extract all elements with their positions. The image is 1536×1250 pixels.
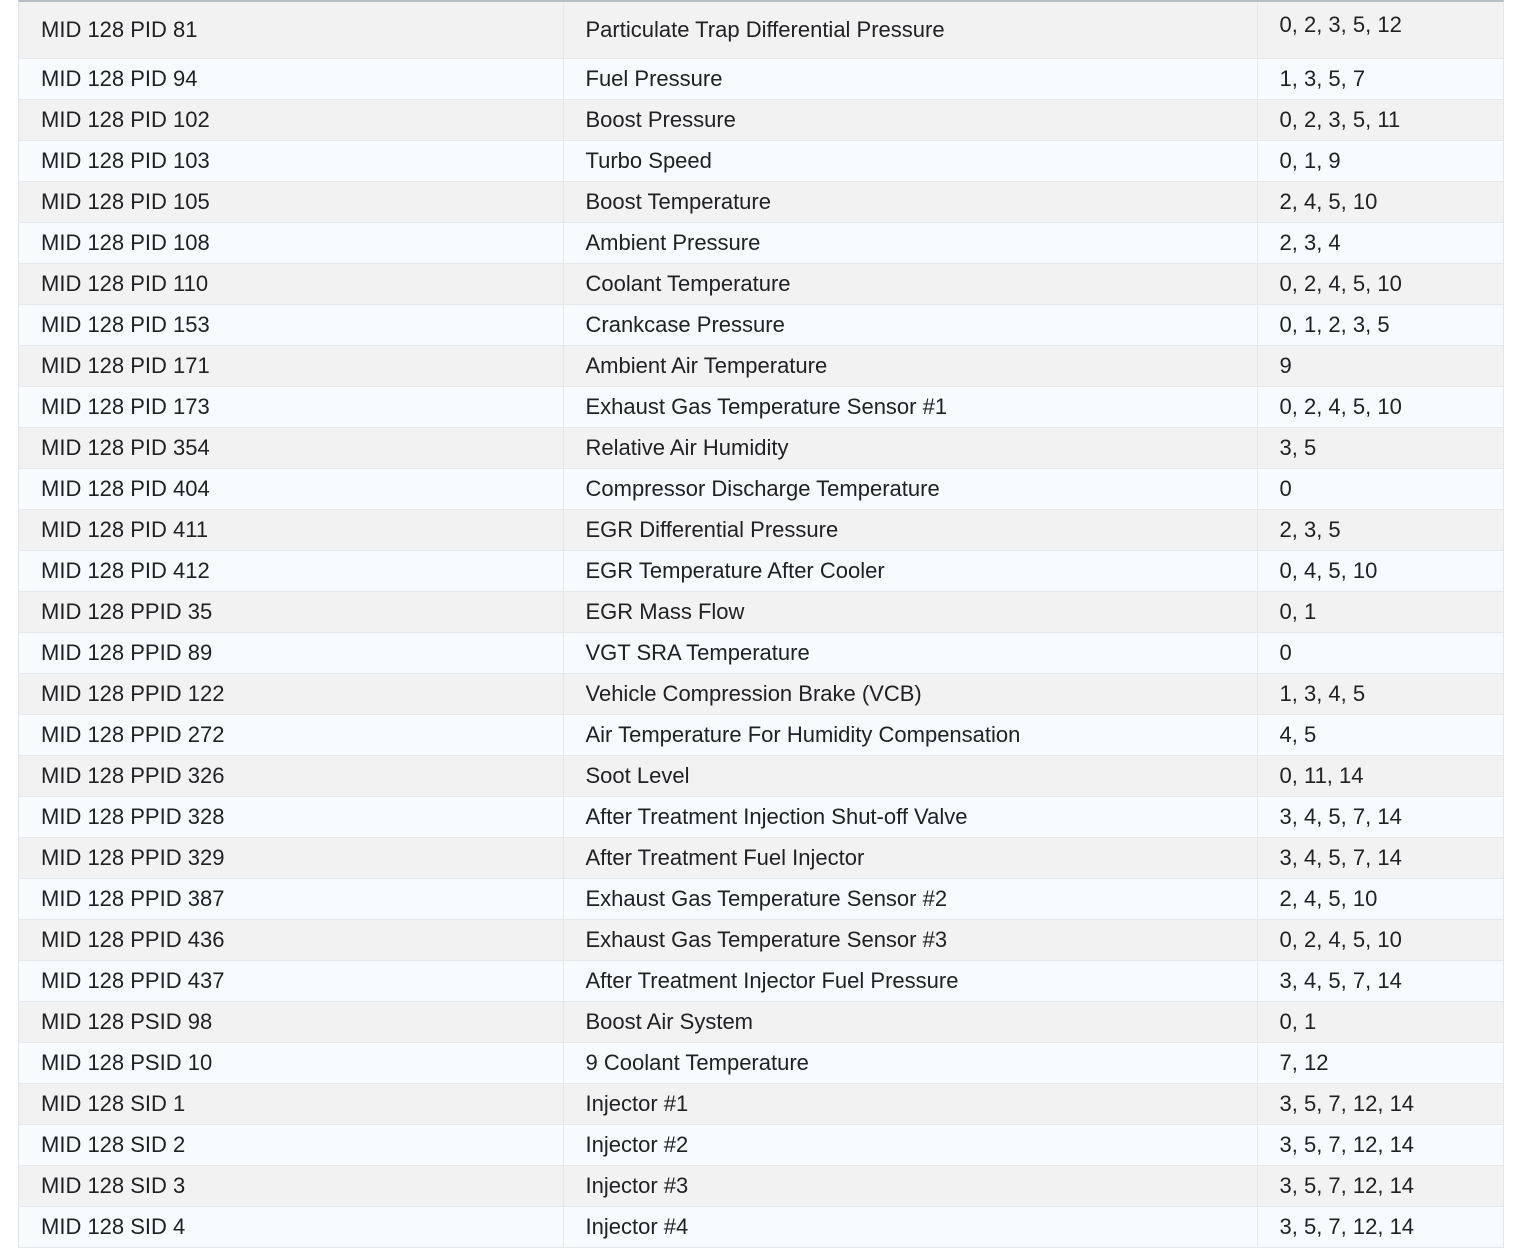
table-row: [19, 386, 1503, 427]
code-cell: MID 128 PID 81: [19, 2, 563, 58]
code-cell: MID 128 PPID 35: [19, 591, 563, 632]
fmi-cell: 3, 4, 5, 7, 14: [1257, 796, 1503, 837]
code-cell: MID 128 PID 110: [19, 263, 563, 304]
code-cell: MID 128 PPID 326: [19, 755, 563, 796]
table-row: [19, 632, 1503, 673]
table-row: [19, 509, 1503, 550]
code-cell: MID 128 PPID 387: [19, 878, 563, 919]
fmi-cell: 7, 12: [1257, 1042, 1503, 1083]
table-row: [19, 1206, 1503, 1247]
code-cell: MID 128 PID 153: [19, 304, 563, 345]
code-cell: MID 128 PID 102: [19, 99, 563, 140]
description-cell: EGR Temperature After Cooler: [563, 550, 1257, 591]
fmi-cell: 3, 5, 7, 12, 14: [1257, 1165, 1503, 1206]
fmi-cell: 0, 1, 2, 3, 5: [1257, 304, 1503, 345]
code-cell: MID 128 PPID 89: [19, 632, 563, 673]
fmi-cell: 0, 1: [1257, 1001, 1503, 1042]
table-row: [19, 714, 1503, 755]
fmi-cell: 0, 4, 5, 10: [1257, 550, 1503, 591]
code-cell: MID 128 PID 94: [19, 58, 563, 99]
description-cell: VGT SRA Temperature: [563, 632, 1257, 673]
code-cell: MID 128 PID 412: [19, 550, 563, 591]
table-row: [19, 1042, 1503, 1083]
fmi-cell: 4, 5: [1257, 714, 1503, 755]
code-cell: MID 128 SID 4: [19, 1206, 563, 1247]
table-row: [19, 58, 1503, 99]
table-row: [19, 1124, 1503, 1165]
code-cell: MID 128 PPID 329: [19, 837, 563, 878]
code-cell: MID 128 PPID 272: [19, 714, 563, 755]
description-cell: After Treatment Injection Shut-off Valve: [563, 796, 1257, 837]
table-row: [19, 468, 1503, 509]
fmi-cell: 3, 5, 7, 12, 14: [1257, 1206, 1503, 1247]
fmi-cell: 2, 3, 5: [1257, 509, 1503, 550]
description-cell: After Treatment Fuel Injector: [563, 837, 1257, 878]
table-row: [19, 837, 1503, 878]
fmi-cell: 0, 1: [1257, 591, 1503, 632]
description-cell: Crankcase Pressure: [563, 304, 1257, 345]
fmi-cell: 9: [1257, 345, 1503, 386]
description-cell: Exhaust Gas Temperature Sensor #1: [563, 386, 1257, 427]
description-cell: Boost Temperature: [563, 181, 1257, 222]
table-row: [19, 99, 1503, 140]
table-row: [19, 755, 1503, 796]
fmi-cell: 0, 1, 9: [1257, 140, 1503, 181]
table-row: [19, 796, 1503, 837]
fmi-cell: 2, 4, 5, 10: [1257, 181, 1503, 222]
description-cell: Air Temperature For Humidity Compensation: [563, 714, 1257, 755]
description-cell: After Treatment Injector Fuel Pressure: [563, 960, 1257, 1001]
table-row: [19, 345, 1503, 386]
fmi-cell: 2, 3, 4: [1257, 222, 1503, 263]
description-cell: Coolant Temperature: [563, 263, 1257, 304]
table-row: [19, 1165, 1503, 1206]
code-cell: MID 128 PSID 98: [19, 1001, 563, 1042]
table-row: [19, 878, 1503, 919]
description-cell: Soot Level: [563, 755, 1257, 796]
description-cell: Relative Air Humidity: [563, 427, 1257, 468]
description-cell: Injector #4: [563, 1206, 1257, 1247]
code-cell: MID 128 PID 354: [19, 427, 563, 468]
code-cell: MID 128 PID 171: [19, 345, 563, 386]
code-cell: MID 128 PID 105: [19, 181, 563, 222]
description-cell: Ambient Pressure: [563, 222, 1257, 263]
fmi-cell: 0, 2, 4, 5, 10: [1257, 386, 1503, 427]
description-cell: Particulate Trap Differential Pressure: [563, 2, 1257, 58]
fault-code-table-grid: [19, 2, 1503, 1248]
code-cell: MID 128 PID 103: [19, 140, 563, 181]
table-row: [19, 591, 1503, 632]
table-body: [19, 2, 1503, 1247]
code-cell: MID 128 PID 173: [19, 386, 563, 427]
fmi-cell: 3, 4, 5, 7, 14: [1257, 960, 1503, 1001]
table-row: [19, 673, 1503, 714]
fmi-cell: 0, 2, 3, 5, 11: [1257, 99, 1503, 140]
table-row: [19, 1083, 1503, 1124]
table-row: [19, 263, 1503, 304]
fmi-cell: 3, 5: [1257, 427, 1503, 468]
code-cell: MID 128 PID 411: [19, 509, 563, 550]
code-cell: MID 128 SID 3: [19, 1165, 563, 1206]
fmi-cell: 0, 2, 4, 5, 10: [1257, 919, 1503, 960]
table-row: [19, 427, 1503, 468]
fmi-cell: 0, 11, 14: [1257, 755, 1503, 796]
fmi-cell: 3, 4, 5, 7, 14: [1257, 837, 1503, 878]
description-cell: Exhaust Gas Temperature Sensor #2: [563, 878, 1257, 919]
code-cell: MID 128 PPID 436: [19, 919, 563, 960]
description-cell: 9 Coolant Temperature: [563, 1042, 1257, 1083]
fmi-cell: 1, 3, 5, 7: [1257, 58, 1503, 99]
code-cell: MID 128 PSID 10: [19, 1042, 563, 1083]
code-cell: MID 128 SID 2: [19, 1124, 563, 1165]
fmi-cell: 0, 2, 4, 5, 10: [1257, 263, 1503, 304]
fmi-cell: 0: [1257, 468, 1503, 509]
table-row: [19, 1001, 1503, 1042]
table-row: [19, 960, 1503, 1001]
table-row: [19, 222, 1503, 263]
fault-code-table: [18, 0, 1504, 1248]
fmi-cell: 0: [1257, 632, 1503, 673]
code-cell: MID 128 SID 1: [19, 1083, 563, 1124]
fmi-cell: 3, 5, 7, 12, 14: [1257, 1124, 1503, 1165]
description-cell: Turbo Speed: [563, 140, 1257, 181]
description-cell: Exhaust Gas Temperature Sensor #3: [563, 919, 1257, 960]
description-cell: Ambient Air Temperature: [563, 345, 1257, 386]
table-row: [19, 140, 1503, 181]
description-cell: Boost Air System: [563, 1001, 1257, 1042]
table-row: [19, 304, 1503, 345]
fmi-cell: 1, 3, 4, 5: [1257, 673, 1503, 714]
table-row: [19, 2, 1503, 58]
description-cell: EGR Differential Pressure: [563, 509, 1257, 550]
description-cell: Fuel Pressure: [563, 58, 1257, 99]
description-cell: EGR Mass Flow: [563, 591, 1257, 632]
description-cell: Injector #3: [563, 1165, 1257, 1206]
description-cell: Compressor Discharge Temperature: [563, 468, 1257, 509]
code-cell: MID 128 PPID 437: [19, 960, 563, 1001]
code-cell: MID 128 PID 404: [19, 468, 563, 509]
fmi-cell: 2, 4, 5, 10: [1257, 878, 1503, 919]
code-cell: MID 128 PPID 122: [19, 673, 563, 714]
description-cell: Boost Pressure: [563, 99, 1257, 140]
code-cell: MID 128 PID 108: [19, 222, 563, 263]
code-cell: MID 128 PPID 328: [19, 796, 563, 837]
fmi-cell: 3, 5, 7, 12, 14: [1257, 1083, 1503, 1124]
table-row: [19, 919, 1503, 960]
description-cell: Vehicle Compression Brake (VCB): [563, 673, 1257, 714]
table-row: [19, 181, 1503, 222]
table-row: [19, 550, 1503, 591]
description-cell: Injector #1: [563, 1083, 1257, 1124]
description-cell: Injector #2: [563, 1124, 1257, 1165]
fmi-cell: 0, 2, 3, 5, 12: [1257, 2, 1503, 58]
